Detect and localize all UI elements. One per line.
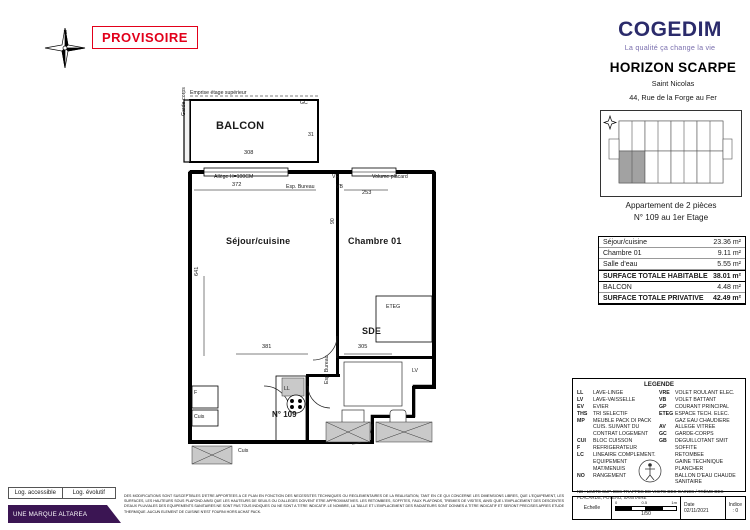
annotation-volume-placard: ETEG (386, 304, 401, 310)
table-row (599, 282, 745, 293)
ruler-tick-0: 0 (615, 499, 618, 505)
surface-label: Séjour/cuisine (603, 238, 647, 246)
legend-value: BLOC CUISSON (593, 438, 633, 445)
surface-label: SURFACE TOTALE HABITABLE (603, 272, 708, 280)
indice-value: Indice : 0 (728, 502, 742, 514)
legend-value: BALLON D'EAU CHAUDE SANITAIRE (675, 472, 736, 486)
date-value: 02/11/2021 (684, 508, 709, 514)
annotation-f: F (194, 390, 198, 396)
legend-key: LV (577, 397, 584, 404)
room-label-chambre: Chambre 01 (348, 236, 402, 246)
date-label: Date (684, 502, 695, 508)
legend-key: EV (577, 403, 584, 410)
plan-apartment-number: N° 109 (272, 410, 297, 419)
dimension-305: 305 (358, 344, 368, 350)
annotation-vb: VB (336, 184, 343, 190)
legend-value: ESPACE TECH. ELEC. GAZ EAU CHAUDIERE (675, 410, 730, 424)
legend-key: VB (659, 397, 667, 404)
legend-value: TRI SELECTIF (593, 410, 628, 417)
list-item (659, 438, 741, 445)
legend-key: CUI (577, 438, 586, 445)
list-item (659, 404, 741, 411)
altarea-label: UNE MARQUE ALTAREA (13, 510, 88, 518)
altarea-corner (107, 505, 121, 523)
legend-key: GB (659, 438, 667, 445)
legend-key: NO (577, 472, 585, 479)
scale-cell (573, 497, 612, 519)
key-plan (600, 110, 742, 197)
surfaces-table (598, 236, 746, 305)
room-label-balcon: BALCON (216, 120, 265, 132)
legend-key: ETEG (659, 410, 674, 417)
room-label-sde: SDE (362, 326, 382, 336)
surface-label: Chambre 01 (603, 249, 642, 257)
dimension-90: 90 (330, 218, 336, 224)
dimension-31: 31 (308, 132, 314, 138)
list-item (577, 445, 659, 452)
legend-key: GC (659, 431, 667, 438)
altarea-brand-bar (8, 505, 121, 523)
program-name: HORIZON SCARPE (609, 60, 737, 75)
floor-plan-drawing (176, 86, 566, 476)
table-row-total-privative (599, 293, 745, 304)
table-row (599, 237, 745, 248)
accessibility-icon (633, 457, 667, 485)
log-evolutif-label: Log. évolutif (72, 490, 105, 496)
disclaimer-text: DES MODIFICATIONS SONT SUSCEPTIBLES D'ETRE APPORTEES A CE PLAN EN FONCTION DES NECESSITES TECHNIQUES OU REGLEMENTAIRES DE LA REALISATION, TANT EN CE QUI CONCERNE LES DIMENSIONS LIBRES, QUE L'EQUIPEMENT, LES SURFACES, LES HAUTEURS SOUS PLAFOND AINSI QUE LES HAUTEURS DE SEUILS OU D'ALLEGES DOIVENT ETRE APPROXIMATIVES. LES RETOMBEES, SOFFITES, FAUX PLAFONDS, TREMIES DE VISITES, AINSI QUE L'EMPLACEMENT DES DESCENTES D'EAUX PLUVIALES DES EQUIPEMENTS SANITAIRES NE SONT PAS TOUS INDIQUES OU NE SONT A TITRE INDICATIF. LE NOMBRE, LA TAILLE ET L'EMPLACEMENT DES RADIATEURS SONT DONNES A TITRE INDICATIF ET SERONT PRECISES APRES ETUDE THERMIQUE. AUCUN ELEMENT DE CUISINE N'EST FOURNI HORS ACHAT PACK. (124, 494, 564, 514)
legend-value: LINEAIRE COMPLEMENT. EQUIPEMENT MAT/MENUIS (593, 451, 656, 472)
annotation-seuil: Allège H=100CM (214, 174, 254, 180)
apartment-number: N° 109 au 1er Etage (633, 213, 709, 223)
surface-value: 38.01 m² (712, 272, 741, 280)
legend-value: LAVE-VAISSELLE (593, 397, 636, 404)
legend-value: LAVE-LINGE (593, 390, 624, 397)
program-block (600, 60, 746, 103)
annotation-lv: Cuis (194, 414, 205, 420)
ruler-cell (612, 497, 681, 519)
date-cell (681, 497, 726, 519)
legend-key: MP (577, 417, 585, 424)
surface-value: 42.49 m² (712, 294, 741, 302)
svg-text:N: N (63, 30, 68, 36)
legend-value: ALLEGE VITREE (675, 424, 716, 431)
legend-value: GAINE TECHNIQUE (675, 458, 724, 465)
legend-key: LC (577, 451, 584, 458)
surface-label: Salle d'eau (603, 260, 638, 268)
apartment-type: Appartement de 2 pièces (625, 201, 717, 210)
legend-box (572, 378, 746, 500)
legend-value: SOFFITE (675, 445, 697, 452)
dimension-381: 381 (262, 344, 272, 350)
legend-value: MEUBLE PACK DI PACK CUIS. SUIVANT DU CONTRAT LOGEMENT (593, 417, 652, 438)
list-item (659, 390, 741, 397)
scale-label: Echelle (583, 505, 601, 511)
floor-plan (176, 86, 566, 476)
list-item (659, 424, 741, 431)
program-address-2: 44, Rue de la Forge au Fer (629, 92, 717, 102)
brand-slogan: La qualité ça change la vie (624, 43, 716, 52)
list-item (577, 397, 659, 404)
legend-value: RANGEMENT (593, 472, 627, 479)
table-row (599, 248, 745, 259)
legend-note: NB : LIMITE SUP. DES TRAPPES DE VISITE DES GAINES / TRÈME DES PLACARDS, POTEAU, SANITAIRE (577, 489, 724, 500)
list-item (659, 452, 741, 459)
list-item (659, 397, 741, 404)
table-row (599, 259, 745, 270)
annotation-cuis: Cuis (238, 448, 249, 454)
list-item (577, 404, 659, 411)
legend-key: THS (577, 410, 588, 417)
list-item (577, 438, 659, 445)
table-row-total-habitable (599, 270, 745, 282)
scale-value: 1/50 (641, 510, 651, 517)
legend-key: AV (659, 424, 666, 431)
legend-key: LL (577, 390, 584, 397)
list-item (659, 411, 741, 425)
legend-value: RETOMBEE (675, 451, 705, 458)
legend-value: GARDE-CORPS (675, 431, 714, 438)
legend-value: REFRIGERATEUR (593, 445, 637, 452)
list-item (659, 445, 741, 452)
list-item (659, 431, 741, 438)
legend-value: DEGUILLOTANT SMIT (675, 438, 729, 445)
dimension-253: 253 (362, 190, 372, 196)
apartment-info (598, 200, 744, 225)
provisoire-stamp: PROVISOIRE (92, 26, 198, 49)
legend-value: VOLET BATTANT (675, 397, 717, 404)
surface-label: BALCON (603, 283, 632, 291)
list-item (659, 473, 741, 487)
ruler-tick-1: 0.5 (641, 499, 648, 505)
legend-key: GP (659, 403, 667, 410)
surface-value: 5.55 m² (717, 260, 741, 268)
legend-value: PLANCHER (675, 465, 704, 472)
brand-logo (600, 18, 740, 52)
log-accessible-label: Log. accessible (9, 488, 63, 498)
list-item (577, 390, 659, 397)
surface-value: 4.48 m² (717, 283, 741, 291)
list-item (577, 411, 659, 418)
dimension-308: 308 (244, 150, 254, 156)
annotation-ll: LV (412, 368, 418, 374)
brand-name: COGEDIM (618, 18, 722, 41)
annotation-vr-1: Esp. Bureau (286, 184, 315, 190)
list-item (659, 459, 741, 466)
annotation-esp-bureau: Volume placard (372, 174, 408, 180)
legend-value: COURANT PRINCIPAL (675, 403, 729, 410)
room-label-sejour: Séjour/cuisine (226, 236, 291, 246)
list-item (659, 466, 741, 473)
dimension-372: 372 (232, 182, 242, 188)
dimension-641: 641 (194, 266, 200, 276)
list-item (577, 418, 659, 439)
annotation-gc: GC (300, 100, 308, 106)
annotation-eteg: LL (284, 386, 290, 392)
surface-value: 23.36 m² (713, 238, 741, 246)
legend-column-right (659, 390, 741, 486)
legend-key: VRE (659, 390, 670, 397)
surface-value: 9.11 m² (717, 249, 741, 257)
log-status-bar (8, 487, 116, 499)
compass-icon (42, 25, 88, 71)
ruler-tick-2: 1m (671, 499, 677, 505)
program-address-1: Saint Nicolas (651, 79, 695, 88)
annotation-garde-corps: Garde-corps (181, 87, 187, 116)
surface-label: SURFACE TOTALE PRIVATIVE (603, 294, 704, 302)
legend-value: EVIER (593, 403, 609, 410)
indice-cell (726, 497, 745, 519)
legend-value: VOLET ROULANT ELEC. (675, 390, 735, 397)
scale-date-box (572, 496, 746, 520)
annotation-allege: VR (332, 174, 340, 180)
annotation-vr-2: Esp. Bureau (324, 355, 330, 384)
legend-key: F (577, 445, 581, 452)
annotation-emprise: Emprise étage supérieur (190, 90, 247, 96)
legend-title: LEGENDE (644, 381, 674, 388)
